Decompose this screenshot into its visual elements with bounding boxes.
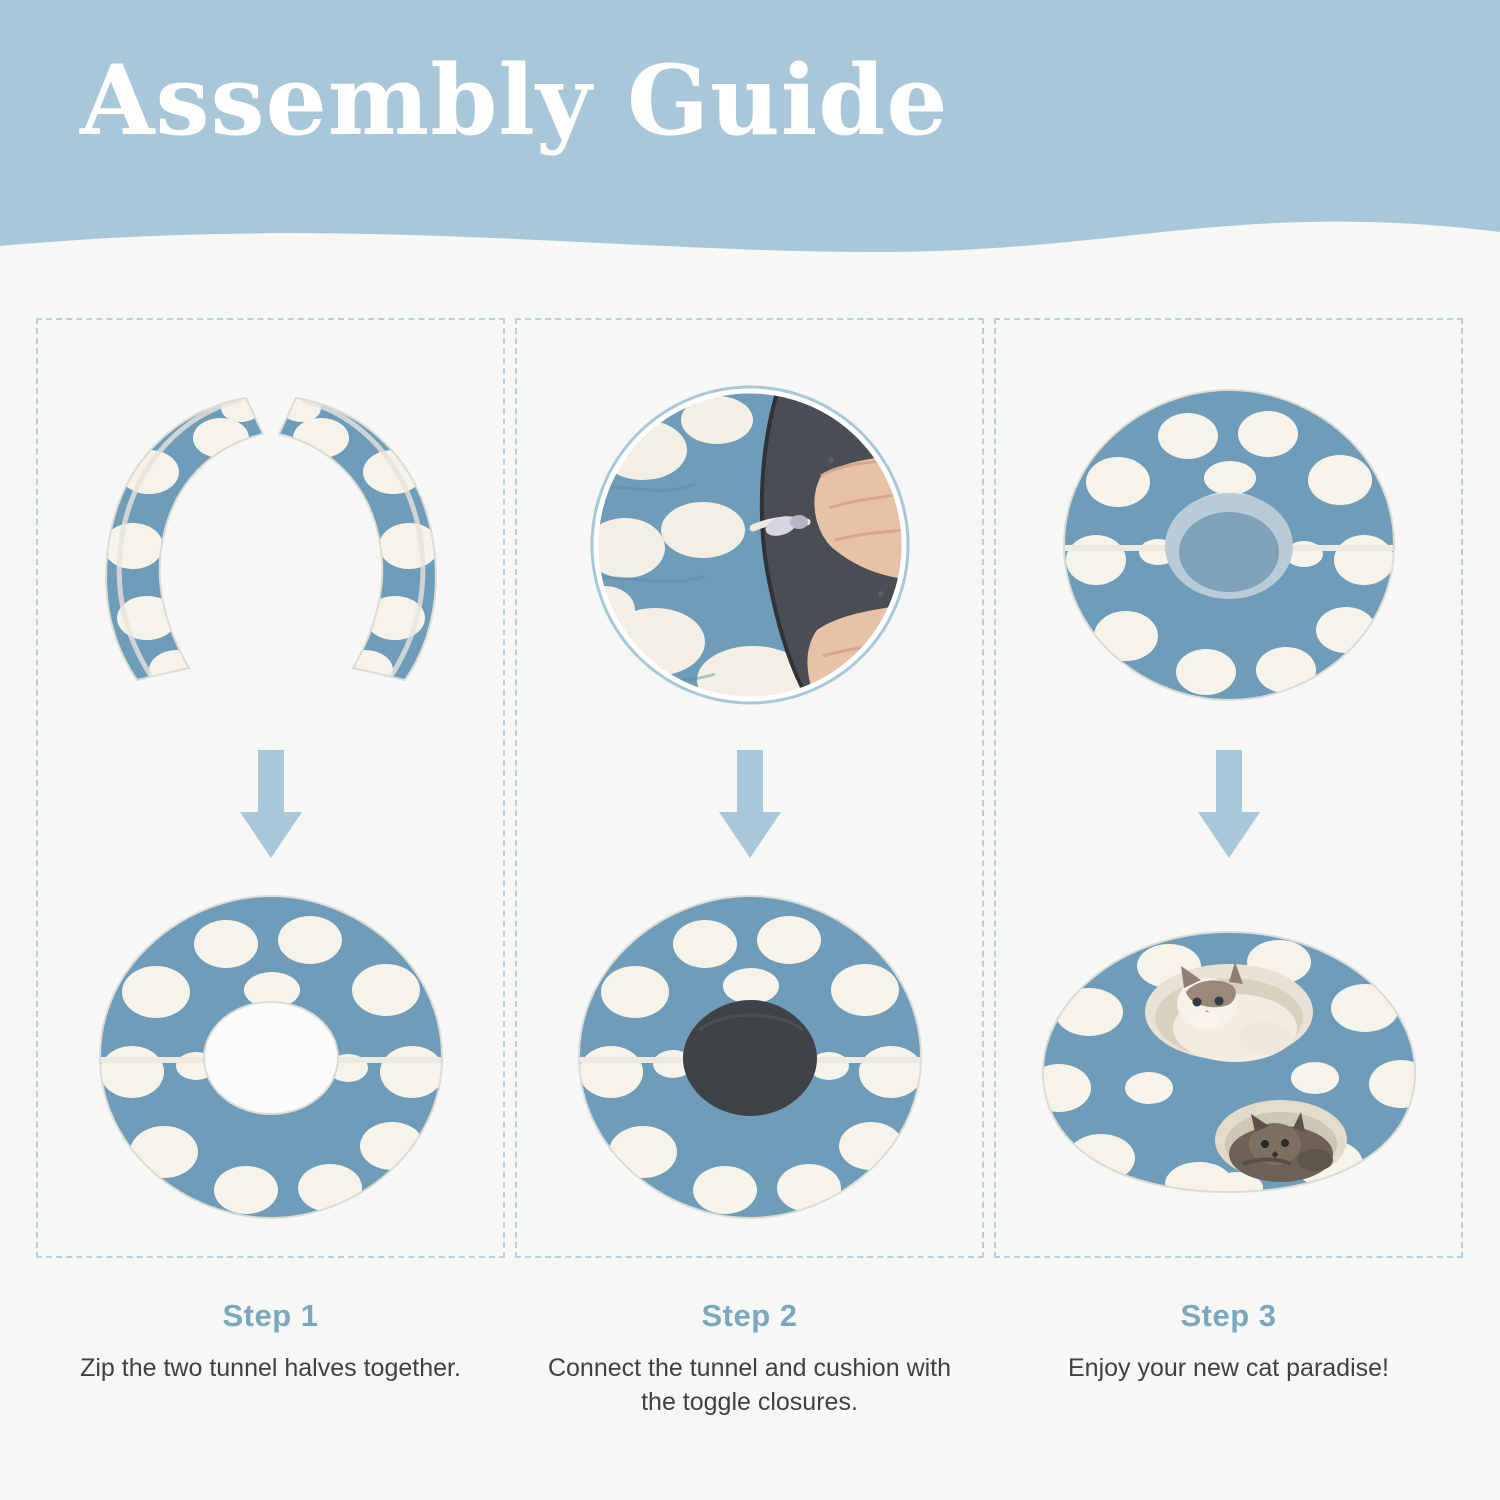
step-panel-3 xyxy=(994,318,1463,1258)
down-arrow-icon-1 xyxy=(236,750,306,860)
header-banner xyxy=(0,0,1500,262)
page-title: Assembly Guide xyxy=(80,44,949,157)
step-label-3: Step 3 xyxy=(1180,1298,1277,1333)
illustration-two-tunnel-halves xyxy=(56,350,486,740)
step-panel-1 xyxy=(36,318,505,1258)
down-arrow-icon-3 xyxy=(1194,750,1264,860)
down-arrow-icon-2 xyxy=(715,750,785,860)
illustration-assembled-tunnel-ring xyxy=(56,872,486,1242)
illustration-finished-tunnel-top-view xyxy=(1014,350,1444,740)
step-column-2 xyxy=(515,318,984,1420)
step-description-2: Connect the tunnel and cushion with the toggle closures. xyxy=(547,1354,952,1416)
step-description-1: Zip the two tunnel halves together. xyxy=(80,1354,461,1382)
step-description-3: Enjoy your new cat paradise! xyxy=(1067,1354,1389,1382)
step-column-3 xyxy=(994,318,1463,1420)
step-label-1: Step 1 xyxy=(222,1298,319,1333)
step-panel-2 xyxy=(515,318,984,1258)
illustration-hands-fastening-toggle xyxy=(535,350,965,740)
illustration-tunnel-with-cushion xyxy=(535,872,965,1242)
step-label-2: Step 2 xyxy=(701,1298,798,1333)
steps-container xyxy=(36,318,1464,1420)
step-column-1 xyxy=(36,318,505,1420)
illustration-cats-inside-tunnel xyxy=(1014,872,1444,1242)
